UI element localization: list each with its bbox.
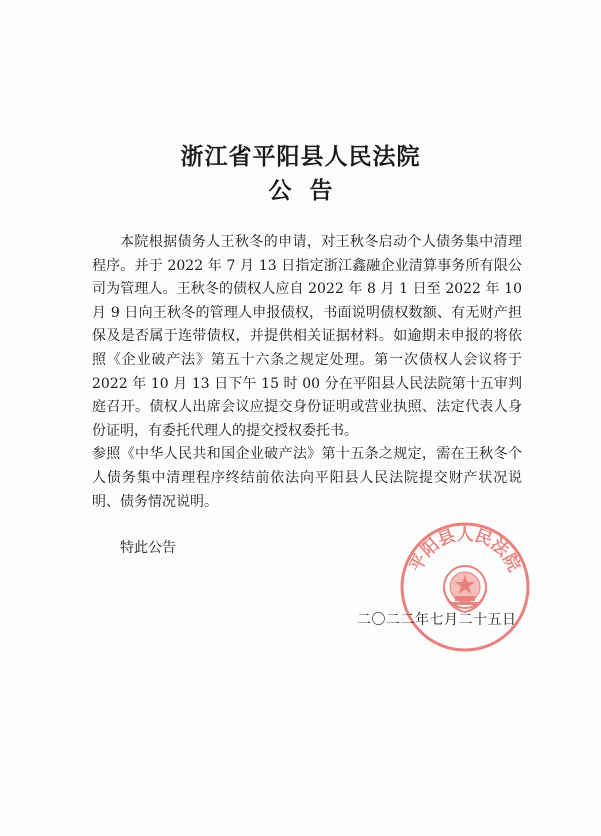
svg-text:平阳县人民法院 xyxy=(405,525,524,575)
notice-body xyxy=(92,231,522,514)
national-emblem-icon xyxy=(444,566,486,612)
seal-arc-text: 平阳县人民法院 xyxy=(406,525,524,576)
notice-heading: 公告 xyxy=(268,177,351,204)
notice-date: 二〇二二年七月二十五日 xyxy=(357,612,517,628)
court-seal-icon xyxy=(398,520,532,654)
court-name-title: 浙江省平阳县人民法院 xyxy=(180,143,421,170)
notice-paragraph-1: 本院根据债务人王秋冬的申请，对王秋冬启动个人债务集中清理程序。并于 2022 年 7 月 13 日指定浙江鑫融企业清算事务所有限公司为管理人。王秋冬的债权人应自 2022 年 8 月 1 日至 2022 年 10 月 9 日向王秋冬的管理人申报债权，书面说明债权数额、有无财产担保及是否属于连带债权，并提供相关证据材料。如逾期未申报的将依照《企业破产法》第五十六条之规定处理。第一次债权人会议将于 2022 年 10 月 13 日下午 15 时 00 分在平阳县人民法院第十五审判庭召开。债权人出席会议应提交身份证明或营业执照、法定代表人身份证明，有委托代理人的提交授权委托书。 xyxy=(92,234,522,439)
notice-paragraph-2: 参照《中华人民共和国企业破产法》第十五条之规定，需在王秋冬个人债务集中清理程序终结前依法向平阳县人民法院提交财产状况说明、债务情况说明。 xyxy=(92,446,522,510)
closing-text: 特此公告 xyxy=(120,540,176,556)
